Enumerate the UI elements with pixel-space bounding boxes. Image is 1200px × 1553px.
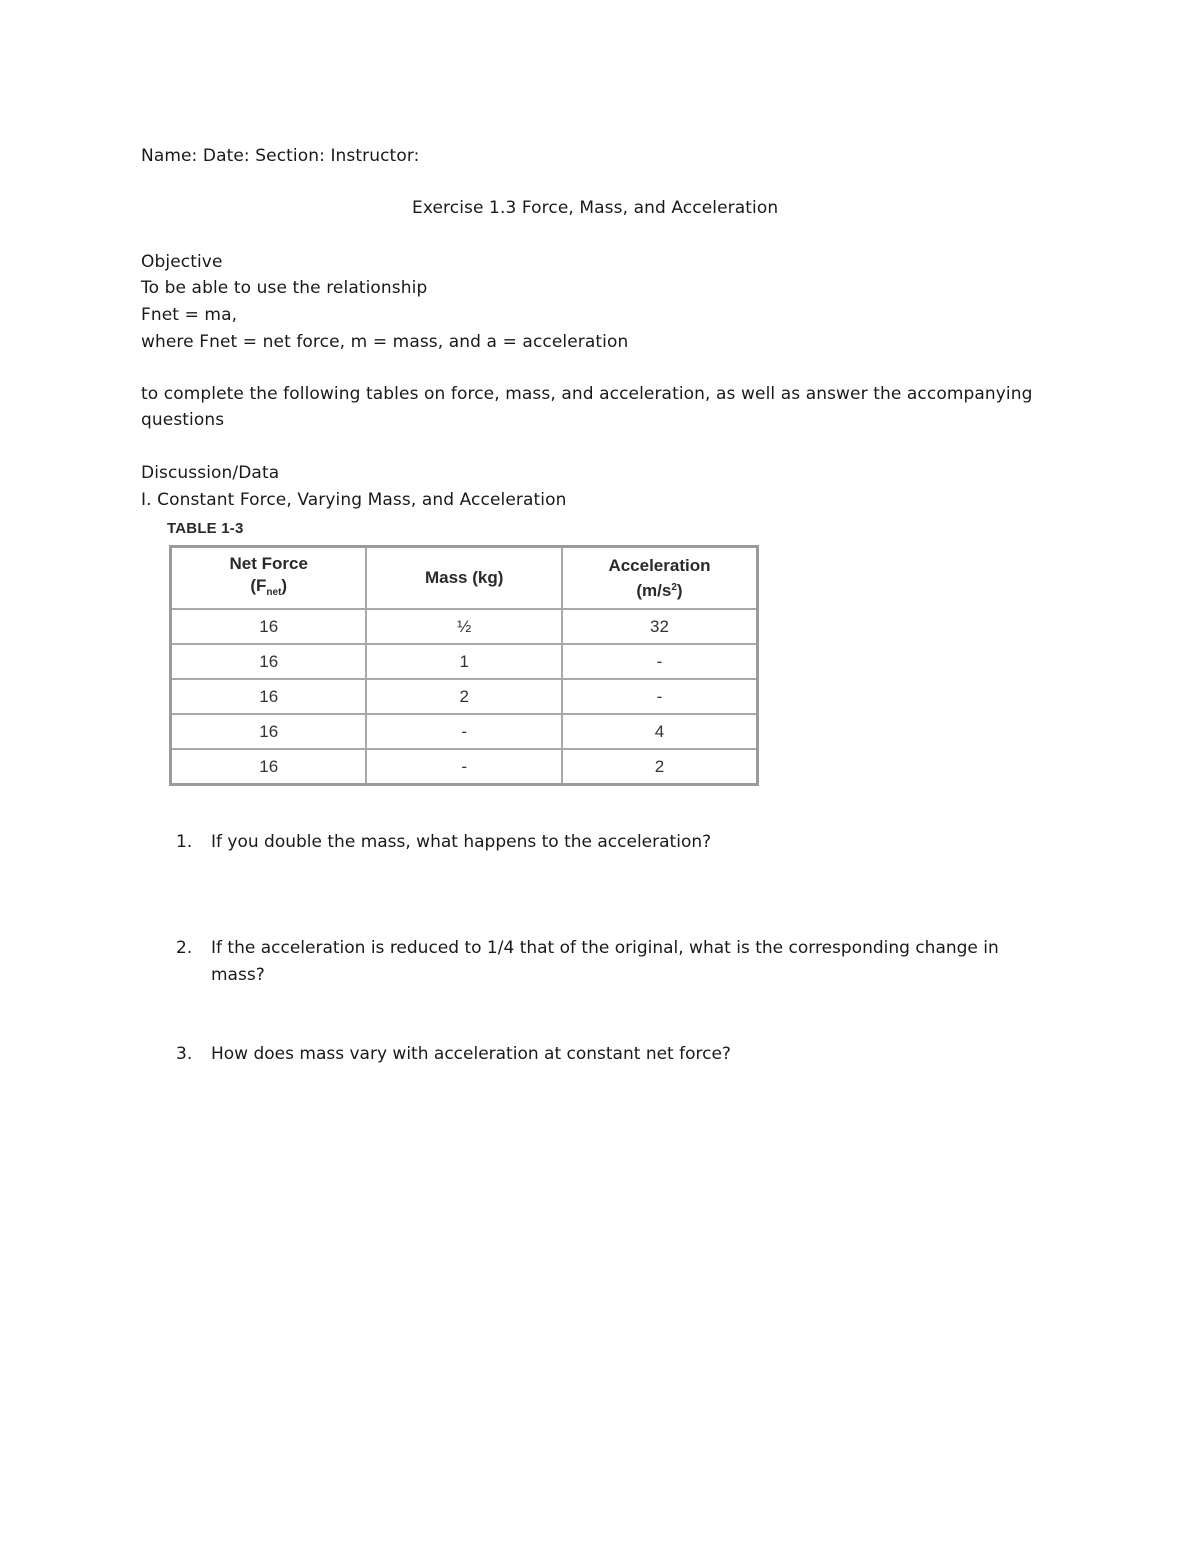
header-net-force-symbol-close: ) xyxy=(281,575,288,595)
question-text: If you double the mass, what happens to the acceleration? xyxy=(211,832,712,852)
cell-force: 16 xyxy=(171,609,367,644)
cell-mass: 1 xyxy=(366,644,561,679)
header-acceleration-label: Acceleration xyxy=(608,555,711,575)
cell-mass: 2 xyxy=(366,679,561,714)
objective-definitions: where Fnet = net force, m = mass, and a = acceleration xyxy=(141,332,629,352)
table-row xyxy=(171,644,758,679)
question-number: 2. xyxy=(176,938,193,958)
cell-mass: - xyxy=(366,714,561,749)
cell-mass: - xyxy=(366,749,561,785)
cell-acceleration: 32 xyxy=(562,609,758,644)
cell-force: 16 xyxy=(171,714,367,749)
header-fields: Name: Date: Section: Instructor: xyxy=(141,146,420,166)
section-title: I. Constant Force, Varying Mass, and Acceleration xyxy=(141,490,567,510)
cell-mass: ½ xyxy=(366,609,561,644)
header-net-force-symbol-open: (F xyxy=(250,575,267,595)
header-net-force-label: Net Force xyxy=(229,553,308,573)
question-item xyxy=(176,829,1046,856)
table-row xyxy=(171,714,758,749)
discussion-heading: Discussion/Data xyxy=(141,463,280,483)
table-header-row xyxy=(171,547,758,610)
exercise-title: Exercise 1.3 Force, Mass, and Acceleration xyxy=(412,198,779,218)
question-number: 1. xyxy=(176,832,193,852)
objective-formula: Fnet = ma, xyxy=(141,305,238,325)
question-item xyxy=(176,935,1046,989)
table-row xyxy=(171,749,758,785)
table-row xyxy=(171,679,758,714)
cell-force: 16 xyxy=(171,679,367,714)
force-mass-acceleration-table xyxy=(169,545,759,786)
question-text: If the acceleration is reduced to 1/4 that of the original, what is the corresponding change in mass? xyxy=(211,938,999,985)
header-acceleration-unit-open: (m/s xyxy=(636,580,672,600)
cell-force: 16 xyxy=(171,644,367,679)
question-number: 3. xyxy=(176,1044,193,1064)
cell-acceleration: - xyxy=(562,679,758,714)
cell-acceleration: - xyxy=(562,644,758,679)
header-acceleration xyxy=(562,547,758,610)
objective-heading: Objective xyxy=(141,252,223,272)
table-label: TABLE 1-3 xyxy=(167,520,244,537)
question-item xyxy=(176,1041,1046,1068)
header-net-force-subscript: net xyxy=(266,586,282,598)
table-row xyxy=(171,609,758,644)
cell-force: 16 xyxy=(171,749,367,785)
question-text: How does mass vary with acceleration at constant net force? xyxy=(211,1044,731,1064)
header-mass: Mass (kg) xyxy=(366,547,561,610)
objective-line-1: To be able to use the relationship xyxy=(141,278,428,298)
header-net-force xyxy=(171,547,367,610)
cell-acceleration: 2 xyxy=(562,749,758,785)
cell-acceleration: 4 xyxy=(562,714,758,749)
header-acceleration-unit-close: ) xyxy=(676,580,683,600)
objective-instructions: to complete the following tables on force, mass, and acceleration, as well as answer the accompanying questions xyxy=(141,384,1033,430)
question-list xyxy=(176,829,1046,1068)
header-acceleration-superscript: 2 xyxy=(671,581,677,593)
